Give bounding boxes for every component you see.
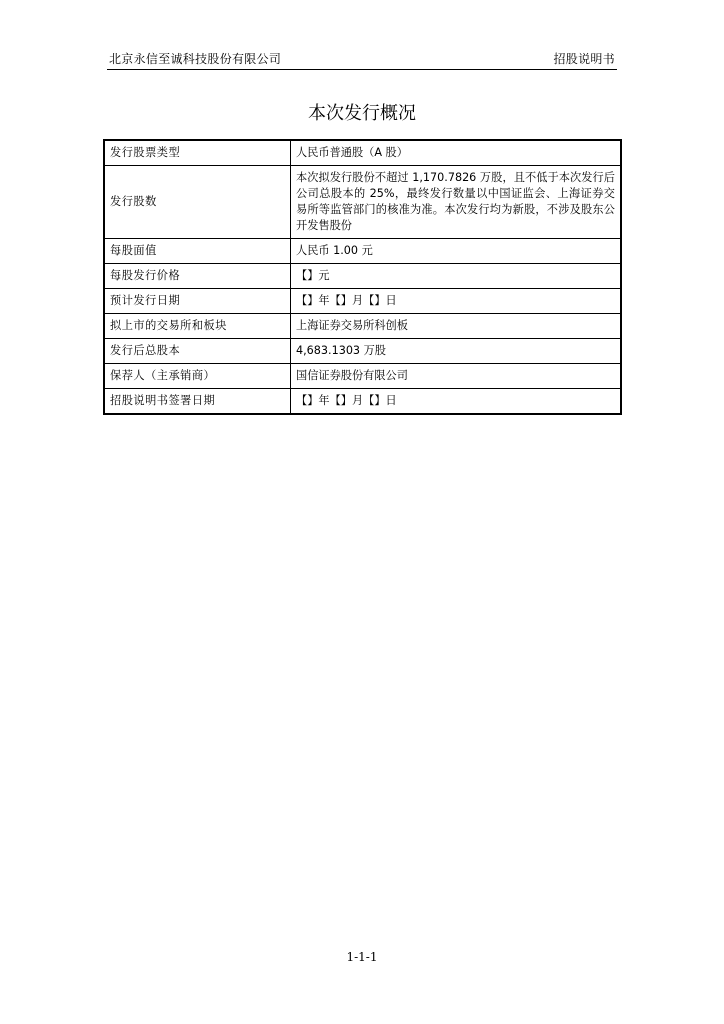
row-label: 拟上市的交易所和板块	[104, 314, 291, 339]
row-label: 保荐人（主承销商）	[104, 364, 291, 389]
table-row	[104, 389, 621, 415]
row-value: 本次拟发行股份不超过 1,170.7826 万股，且不低于本次发行后公司总股本的 25%，最终发行数量以中国证监会、上海证券交易所等监管部门的核准为准。本次发行均为新股，不涉及股东公开发售股份	[291, 166, 622, 239]
page-number: 1-1-1	[346, 950, 378, 964]
table-row	[104, 314, 621, 339]
row-label: 每股面值	[104, 239, 291, 264]
table-row	[104, 364, 621, 389]
row-value: 【】元	[291, 264, 622, 289]
header-document-type: 招股说明书	[553, 52, 615, 66]
row-value: 【】年【】月【】日	[291, 289, 622, 314]
row-label: 发行后总股本	[104, 339, 291, 364]
table-row	[104, 239, 621, 264]
table-row	[104, 140, 621, 166]
row-label: 招股说明书签署日期	[104, 389, 291, 415]
table-row	[104, 289, 621, 314]
row-label: 预计发行日期	[104, 289, 291, 314]
row-label: 发行股数	[104, 166, 291, 239]
row-value: 人民币 1.00 元	[291, 239, 622, 264]
table-row	[104, 264, 621, 289]
row-label: 每股发行价格	[104, 264, 291, 289]
row-label: 发行股票类型	[104, 140, 291, 166]
row-value: 4,683.1303 万股	[291, 339, 622, 364]
header-company-name: 北京永信至诚科技股份有限公司	[109, 52, 282, 66]
table-row	[104, 339, 621, 364]
page-title: 本次发行概况	[308, 103, 416, 124]
row-value: 【】年【】月【】日	[291, 389, 622, 415]
row-value: 人民币普通股（A 股）	[291, 140, 622, 166]
header-divider	[107, 69, 617, 70]
issuance-overview-table	[103, 139, 622, 415]
table-row	[104, 166, 621, 239]
row-value: 国信证券股份有限公司	[291, 364, 622, 389]
row-value: 上海证券交易所科创板	[291, 314, 622, 339]
